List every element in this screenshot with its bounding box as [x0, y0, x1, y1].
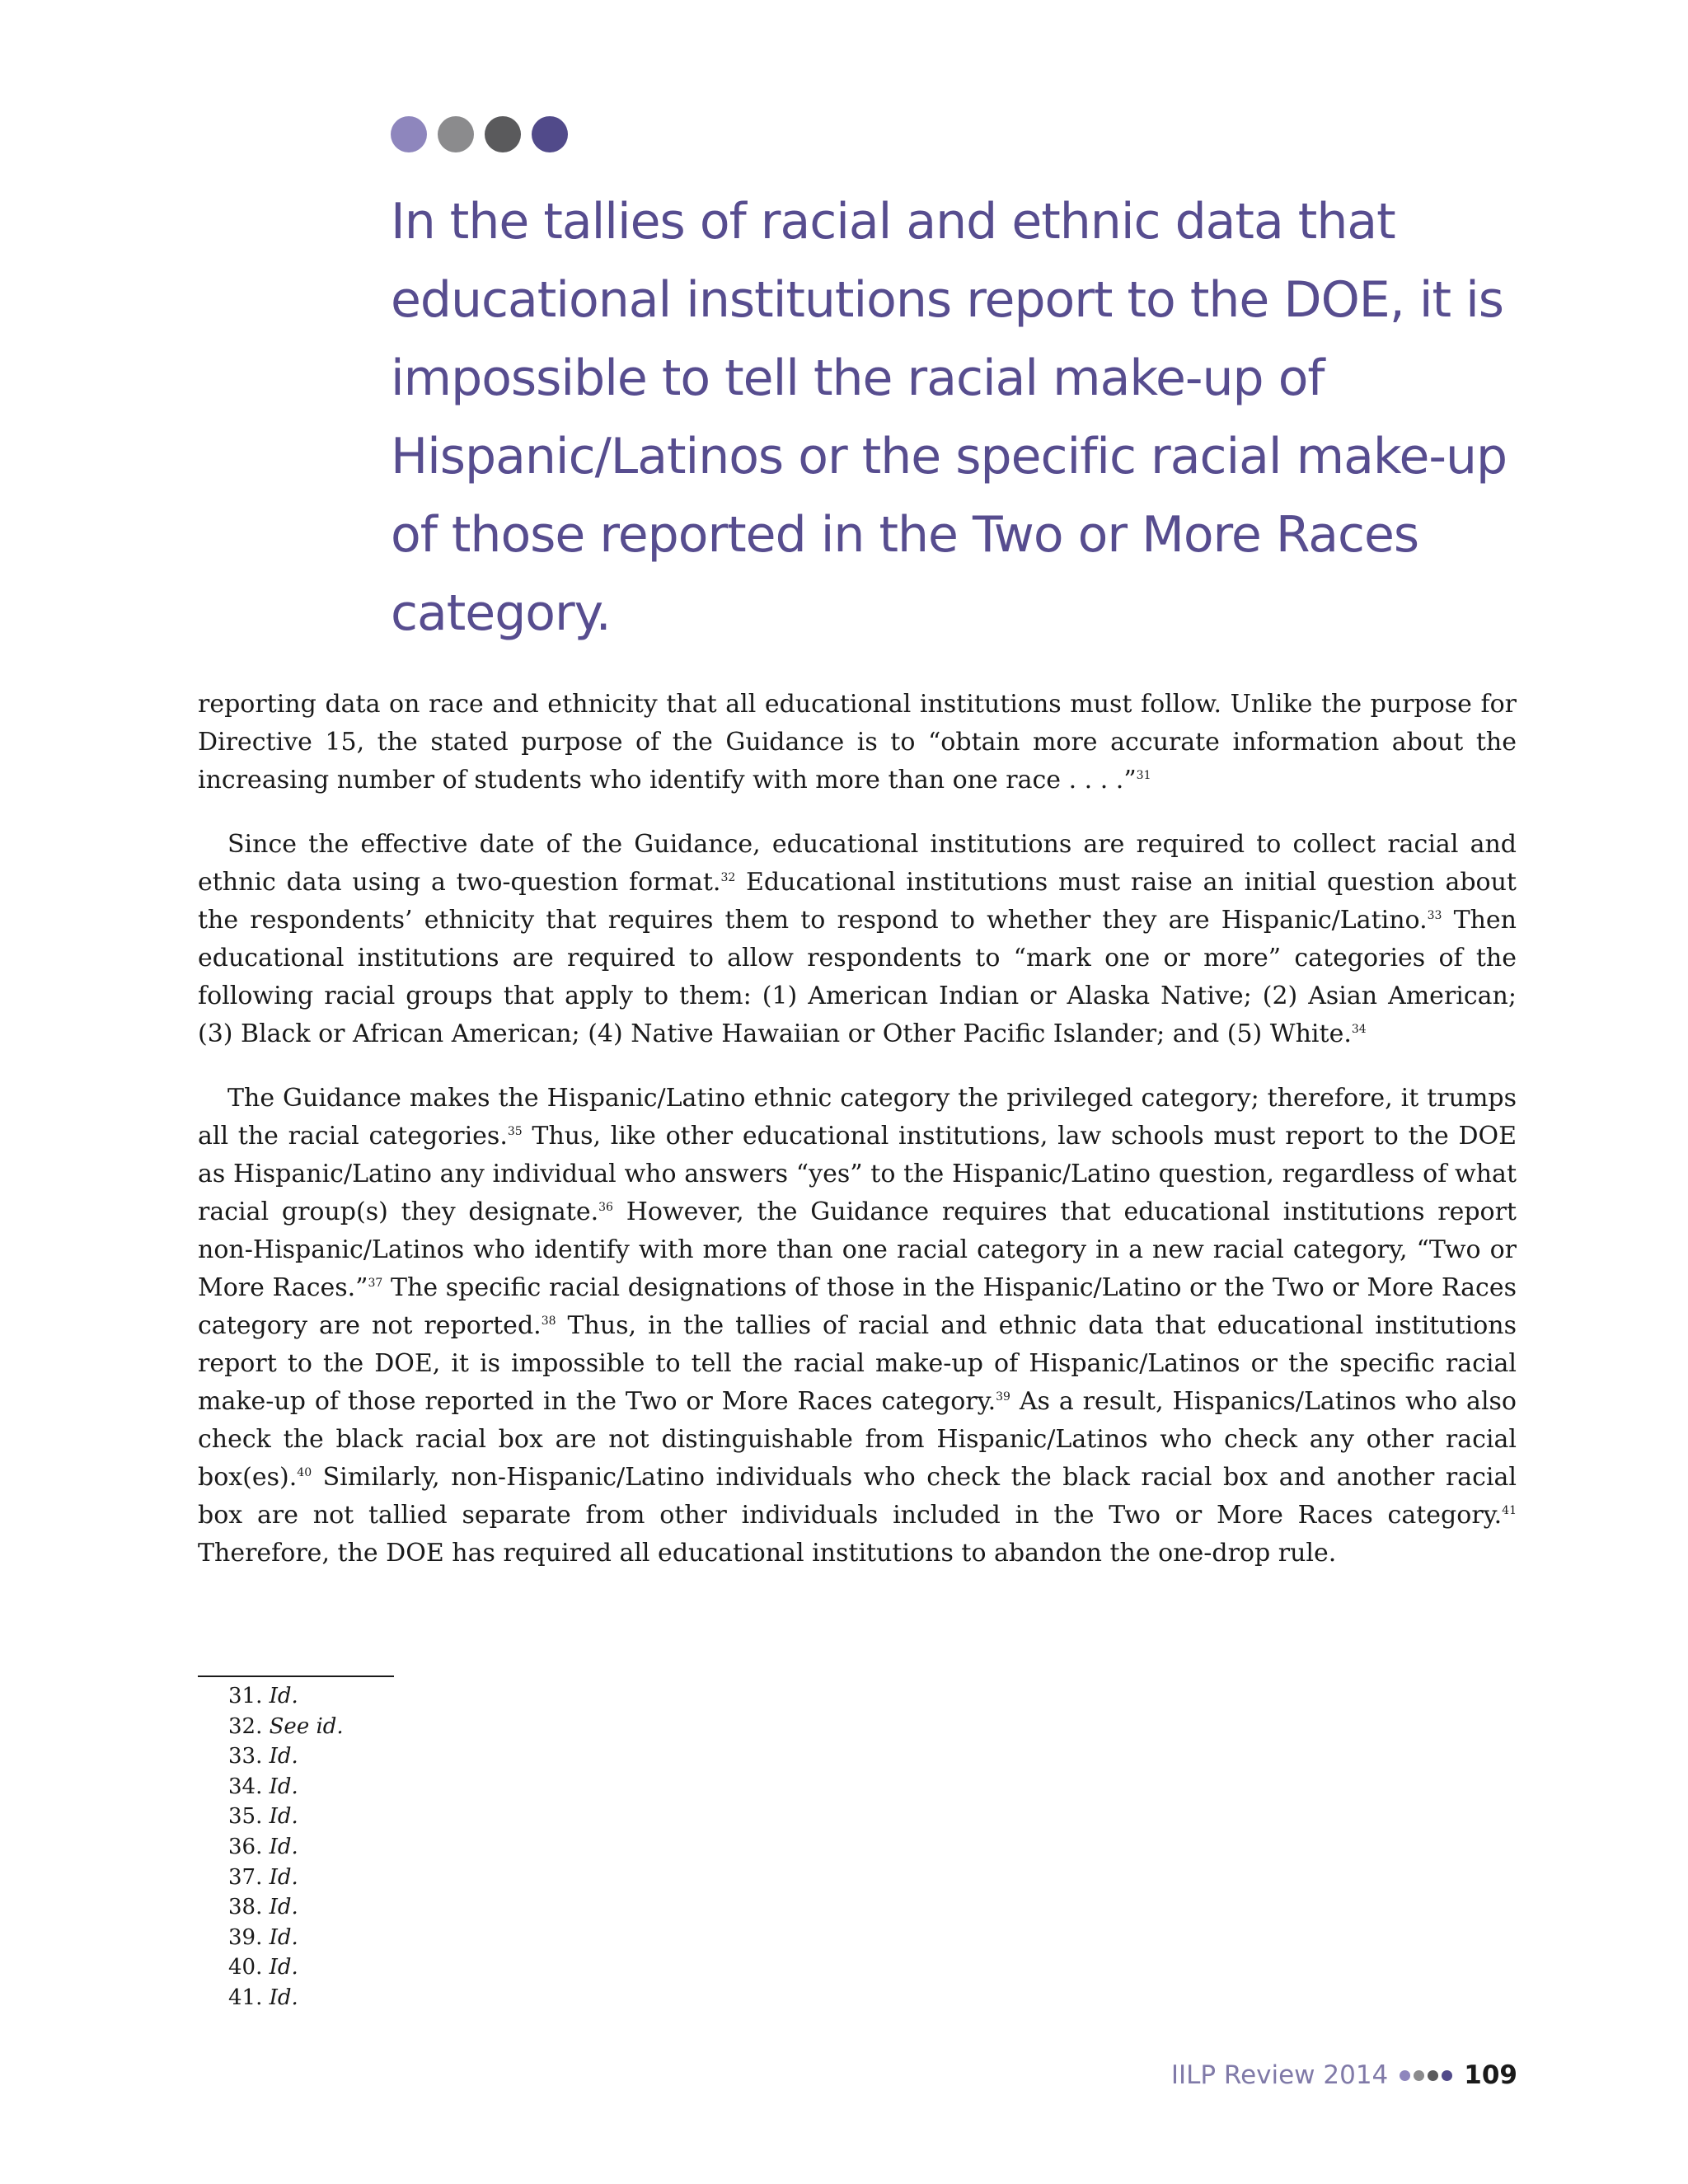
footnote-number: 34.	[228, 1774, 263, 1799]
body-paragraph	[198, 826, 1517, 1053]
footnote-item	[228, 1741, 344, 1772]
footnote-number: 32.	[228, 1713, 263, 1739]
footnote-number: 31.	[228, 1684, 263, 1708]
paragraph-text: Similarly, non-Hispanic/Latino individuals who check the black racial box and another racial box are not tallied separate from other individuals included in the Two or More Races category.	[198, 1463, 1517, 1530]
footnote-item	[228, 1983, 344, 2013]
paragraph-text: Since the effective date of the Guidance, educational institutions are required to collect racial and ethnic data using a two-question format.	[198, 830, 1517, 897]
footnote-divider	[198, 1675, 394, 1677]
footnote-citation: Id.	[269, 1684, 298, 1708]
dot-icon	[1428, 2070, 1438, 2081]
dot-icon	[532, 116, 568, 152]
body-paragraph	[198, 1080, 1517, 1572]
footnote-number: 39.	[228, 1924, 263, 1950]
footnote-citation: Id.	[269, 1804, 298, 1830]
paragraph-text: Thus, like other educational institutions, law schools must report to the DOE as Hispanic/Latino any individual who answers “yes” to the Hispanic/Latino question, regardless of what racial group(s) they designate.	[198, 1122, 1517, 1226]
footnote-item	[228, 1892, 344, 1923]
paragraph-text: However, the Guidance requires that educational institutions report non-Hispanic/Latinos who identify with more than one racial category in a new racial category, “Two or More Races.”	[198, 1197, 1517, 1302]
pull-quote: In the tallies of racial and ethnic data that educational institutions report to the DOE, it is impossible to tell the racial make-up of Hispanic/Latinos or the specific racial make-up of those reported in the Two or More Races category.	[391, 193, 1507, 642]
footnote-reference: 40	[297, 1466, 312, 1479]
footnote-citation: See id.	[269, 1713, 344, 1739]
footnote-citation: Id.	[269, 1895, 298, 1920]
footer-dots	[1400, 2070, 1452, 2081]
footnote-item	[228, 1863, 344, 1893]
paragraph-text: Then educational institutions are required to allow respondents to “mark one or more” categories of the following racial groups that apply to them: (1) American Indian or Alaska Native; (2) Asian American; (3) Black or African American; (4) Native Hawaiian or Other Pacific Islander; and (5) White.	[198, 906, 1517, 1048]
footnote-number: 33.	[228, 1744, 263, 1769]
footnote-reference: 31	[1136, 769, 1151, 782]
footnote-reference: 35	[507, 1125, 523, 1138]
footnote-citation: Id.	[269, 1985, 298, 2010]
footnote-citation: Id.	[269, 1864, 298, 1890]
journal-title: IILP Review 2014	[1170, 2060, 1389, 2090]
footnote-citation: Id.	[269, 1955, 298, 1980]
body-paragraph	[198, 686, 1517, 799]
page-footer	[1171, 2060, 1517, 2090]
footnote-item	[228, 1802, 344, 1832]
footnote-reference: 37	[368, 1277, 383, 1290]
footnote-citation: Id.	[269, 1834, 298, 1859]
footnote-reference: 36	[598, 1201, 613, 1214]
footnote-number: 40.	[228, 1955, 263, 1980]
footnote-reference: 38	[541, 1315, 556, 1328]
footnote-number: 37.	[228, 1864, 263, 1890]
footnote-item	[228, 1712, 344, 1742]
footnote-reference: 41	[1502, 1504, 1517, 1517]
dot-icon	[485, 116, 521, 152]
dot-icon	[391, 116, 427, 152]
dot-icon	[1400, 2070, 1410, 2081]
footnote-number: 38.	[228, 1895, 263, 1920]
footnotes-list	[228, 1681, 344, 2013]
paragraph-text: Educational institutions must raise an initial question about the respondents’ ethnicity that requires them to respond to whether they are Hispanic/Latino.	[198, 868, 1517, 935]
page-number: 109	[1464, 2060, 1517, 2090]
footnote-item	[228, 1923, 344, 1953]
footnote-number: 41.	[228, 1985, 263, 2010]
footnote-item	[228, 1832, 344, 1863]
footnote-number: 36.	[228, 1834, 263, 1859]
footnote-reference: 34	[1351, 1023, 1367, 1036]
footnote-reference: 39	[996, 1390, 1010, 1404]
dot-icon	[1442, 2070, 1452, 2081]
footnote-item	[228, 1681, 344, 1712]
footnote-reference: 33	[1427, 909, 1442, 922]
decorative-dots	[391, 116, 568, 152]
paragraph-text: The Guidance makes the Hispanic/Latino ethnic category the privileged category; therefore, it trumps all the racial categories.	[198, 1084, 1517, 1151]
paragraph-text: reporting data on race and ethnicity that all educational institutions must follow. Unlike the purpose for Directive 15, the stated purpose of the Guidance is to “obtain more accurate information about the increasing number of students who identify with more than one race . . . .”	[198, 690, 1517, 794]
paragraph-text: As a result, Hispanics/Latinos who also check the black racial box are not distinguishable from Hispanic/Latinos who check any other racial box(es).	[198, 1387, 1517, 1492]
footnote-citation: Id.	[269, 1744, 298, 1769]
paragraph-text: The specific racial designations of those in the Hispanic/Latino or the Two or More Races category are not reported.	[198, 1273, 1517, 1340]
footnote-item	[228, 1952, 344, 1983]
footnote-number: 35.	[228, 1804, 263, 1830]
dot-icon	[1414, 2070, 1424, 2081]
body-text	[198, 686, 1517, 1572]
paragraph-text: Therefore, the DOE has required all educational institutions to abandon the one-drop rule.	[198, 1539, 1337, 1568]
footnote-citation: Id.	[269, 1924, 298, 1950]
footnote-item	[228, 1772, 344, 1802]
paragraph-text: Thus, in the tallies of racial and ethnic data that educational institutions report to the DOE, it is impossible to tell the racial make-up of Hispanic/Latinos or the specific racial make-up of those reported in the Two or More Races category.	[198, 1311, 1517, 1416]
footnote-reference: 32	[720, 871, 736, 884]
footnote-citation: Id.	[269, 1774, 298, 1799]
dot-icon	[438, 116, 474, 152]
